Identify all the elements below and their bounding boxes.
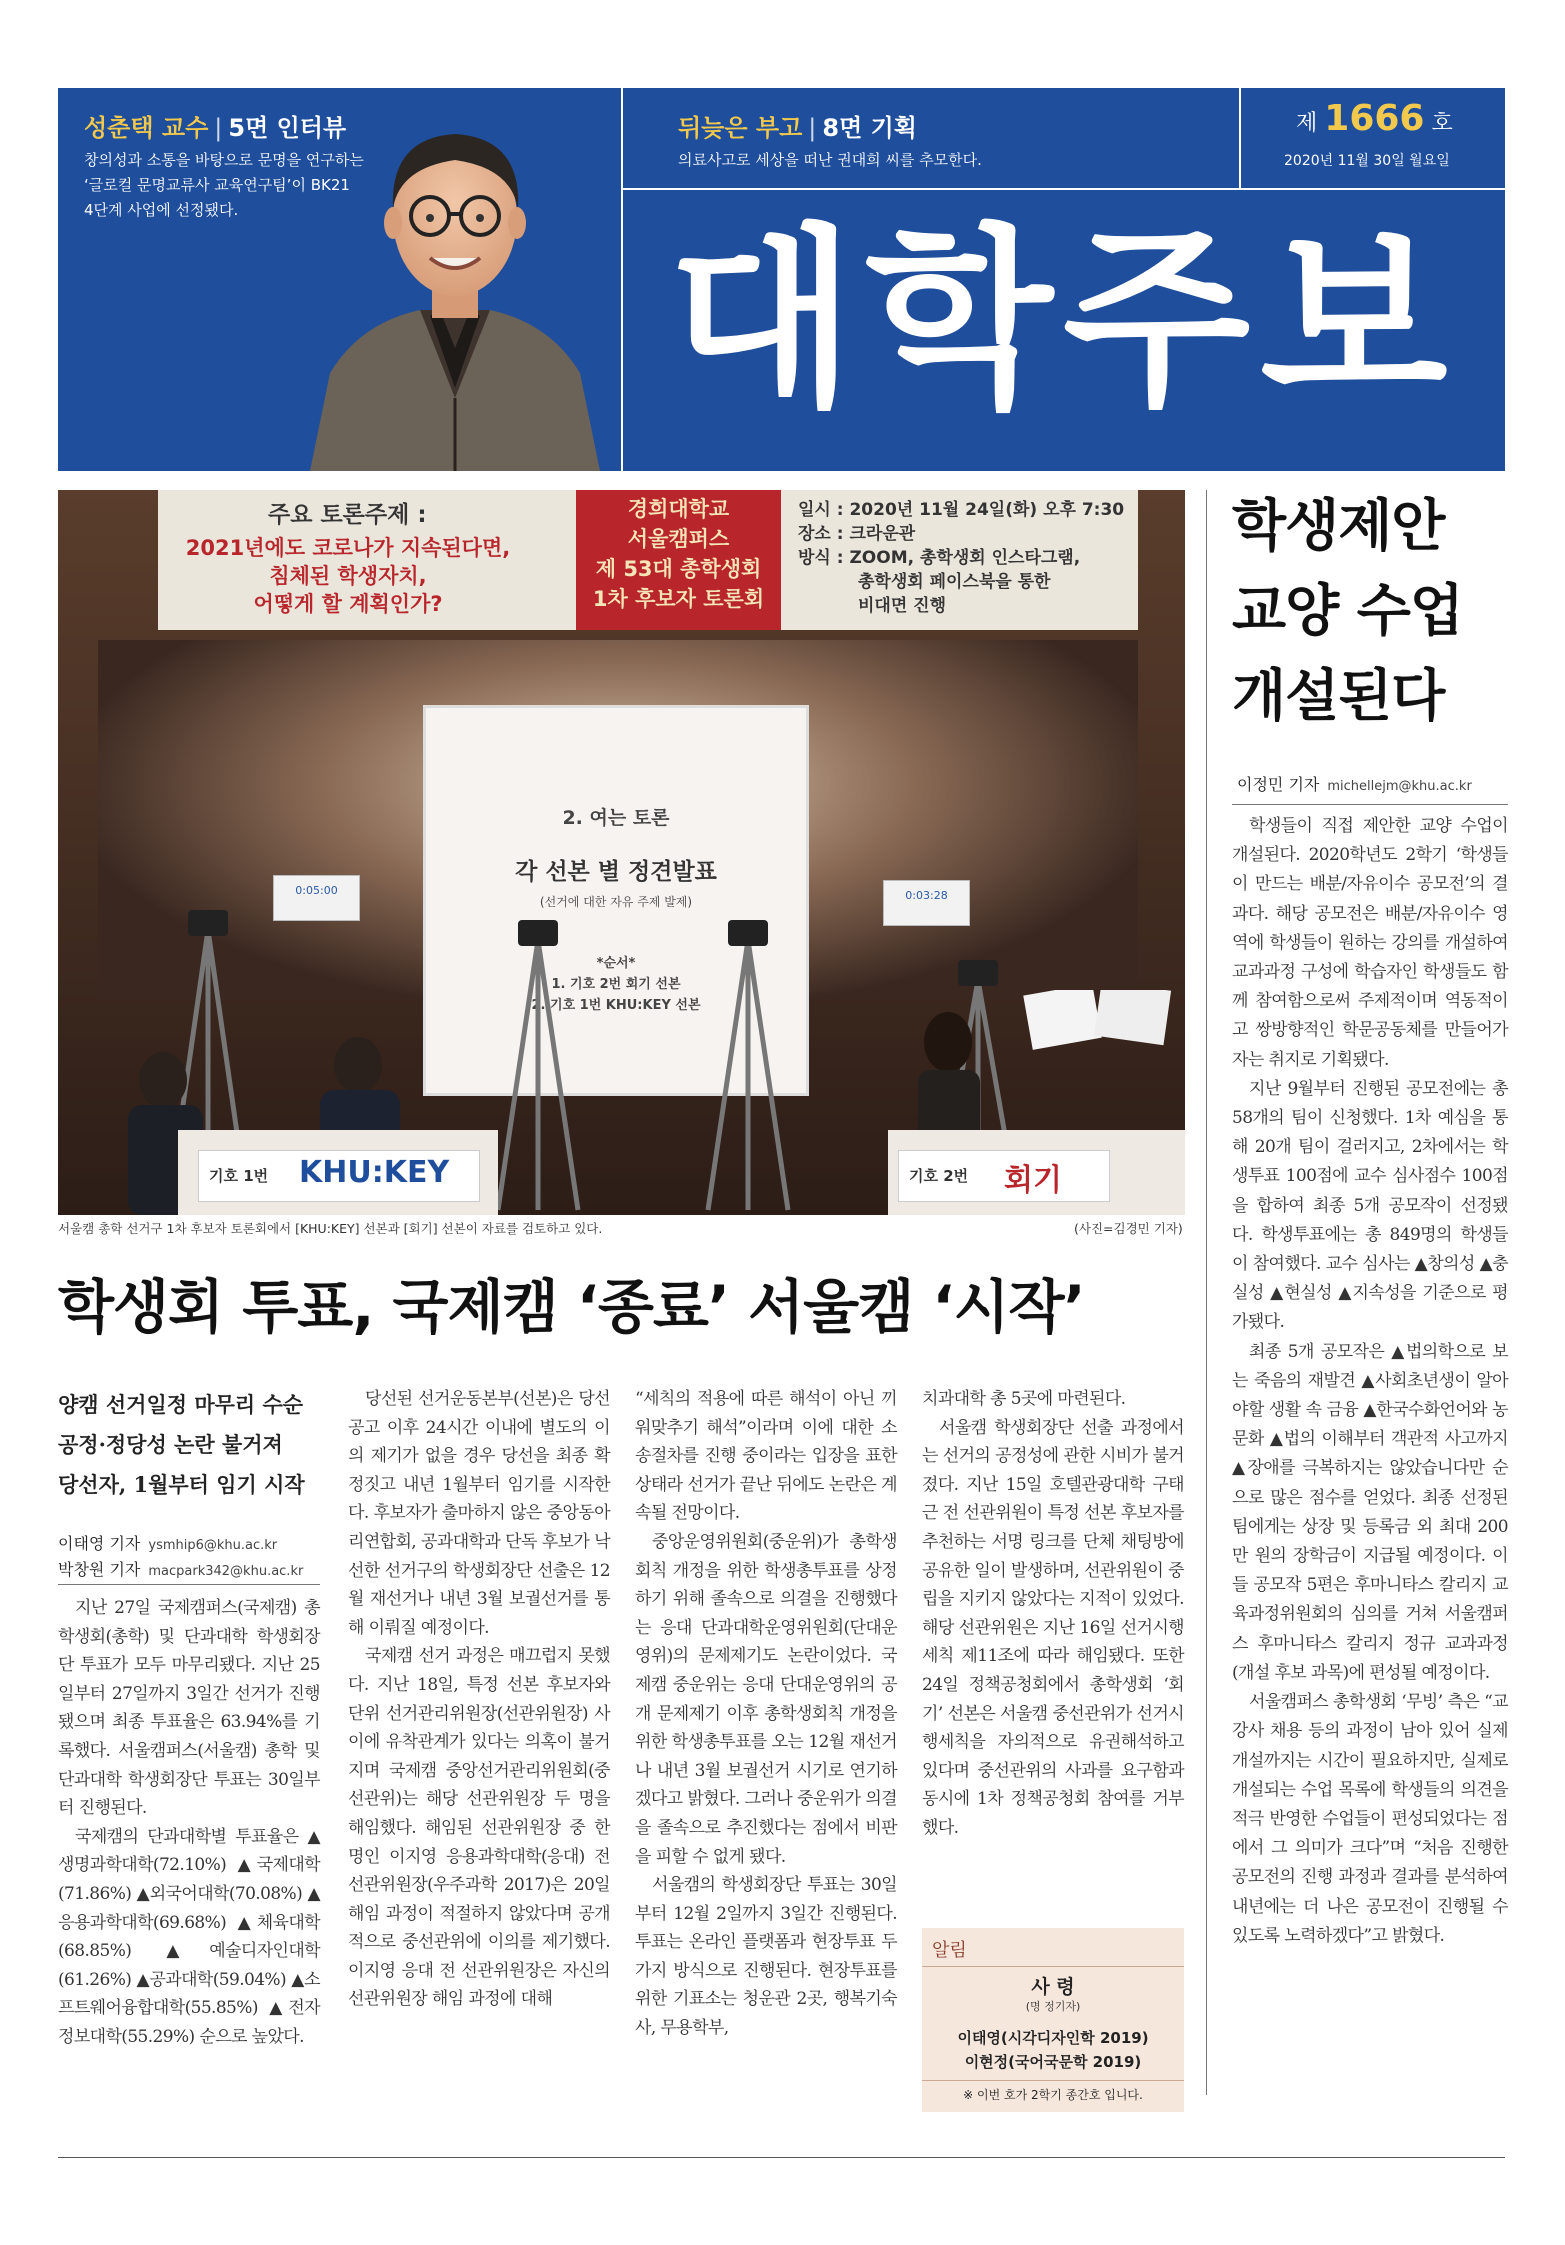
main-photo [58,490,1185,1215]
article-paragraph: 국제캠의 단과대학별 투표율은 ▲생명과학대학(72.10%) ▲국제대학(71.86%) ▲외국어대학(70.08%) ▲응용과학대학(69.68%) ▲체육대학(68.85%) ▲예술디자인대학(61.26%) ▲공과대학(59.04%) ▲소프트웨어융합대학(55.85%) ▲전자정보대학(55.29%) 순으로 높았다. [58,1826,320,2047]
teaser-feature-page: 8면 기획 [822,114,917,142]
issue-prefix: 제 [1296,111,1318,136]
side-headline-line: 교양 수업 [1232,579,1463,644]
banner-topic-label: 주요 토론주제 : [268,502,427,528]
newspaper-logo: 대학주보 [668,207,1458,433]
subhead-line: 양캠 선거일정 마무리 수순 [58,1392,304,1417]
reporter-name: 박창원 기자 [58,1560,141,1579]
article-paragraph: 서울캠의 학생회장단 투표는 30일부터 12월 2일까지 3일간 진행된다. 투표는 온라인 플랫폼과 현장투표 두 가지 방식으로 진행된다. 현장투표를 위한 기표소는 청운관 2곳, 행복기숙사, 무용학부, [635,1875,897,2039]
reporter-email[interactable]: macpark342@khu.ac.kr [148,1564,304,1579]
screen-title: 각 선본 별 정견발표 [515,858,717,885]
article-paragraph: 서울캠 학생회장단 선출 과정에서는 선거의 공정성에 관한 시비가 불거졌다. 지난 15일 호텔관광대학 구태근 전 선관위원이 특정 선본 후보자를 추천하는 서명 링크를 단체 채팅방에 공유한 일이 발생하며, 선관위원이 중립을 지키지 않았다는 지적이 있었다. 해당 선관위원은 지난 16일 선거시행세칙 제11조에 따라 해임됐다. 또한 24일 정책공청회에서 총학생회 ‘회기’ 선본은 서울캠 중선관위가 선거시행세칙을 자의적으로 유권해석하고 있다며 중선관위의 사과를 요구함과 동시에 1차 정책공청회 참여를 거부했다. [922,1417,1184,1838]
main-headline: 학생회 투표, 국제캠 ‘종료’ 서울캠 ‘시작’ [58,1273,1085,1341]
masthead-divider [623,188,1505,190]
notice-label: 알림 [932,1940,967,1961]
notice-rule [922,2080,1184,2081]
banner-event-line: 1차 후보자 토론회 [592,587,765,611]
article-paragraph: “세칙의 적용에 따른 해석이 아닌 끼워맞추기 해석”이라며 이에 대한 소송절차를 진행 중이라는 입장을 표한 상태라 선거가 끝난 뒤에도 논란은 계속될 전망이다. [635,1389,897,1524]
issue-value: 1666 [1324,98,1425,139]
banner-info [798,498,1124,618]
masthead-divider [1239,88,1241,188]
teaser-feature-topic: 뒤늦은 부고 [678,114,803,142]
banner-info-line: 장소 : 크라운관 [798,524,916,544]
article-paragraph: 지난 9월부터 진행된 공모전에는 총 58개의 팀이 신청했다. 1차 예심을 통해 20개 팀이 걸러지고, 2차에서는 학생투표 100점에 교수 심사점수 100점을 합하여 최종 5개 공모작이 선정됐다. 학생투표에는 총 849명의 학생들이 참여했다. 교수 심사는 ▲창의성 ▲충실성 ▲현실성 ▲지속성을 기준으로 평가됐다. [1232,1078,1508,1333]
banner-info-line: 비대면 진행 [858,596,947,616]
article-paragraph: 국제캠 선거 과정은 매끄럽지 못했다. 지난 18일, 특정 선본 후보자와 단위 선거관리위원장(선관위원장) 사이에 유착관계가 있다는 의혹이 불거지며 국제캠 중앙선거관리위원회(중선관위)는 해당 선관위원장 두 명을 해임했다. 해임된 선관위원장 중 한 명인 이지영 응용과학대학(응대) 전 선관위원장(우주과학 2017)은 20일 해임 과정이 적절하지 않았다며 공개적으로 중선관위에 이의를 제기했다. 이지영 응대 전 선관위원장은 자신의 선관위원장 해임 과정에 대해 [348,1646,610,2010]
byline-rule [1232,804,1508,805]
sign-hoegi [898,1150,1110,1202]
reporter-credit [58,1558,303,1584]
timer-left: 0:05:00 [273,875,360,921]
reporter-credit [58,1532,303,1558]
teaser-interview-name: 성춘택 교수 [84,114,209,142]
article-column-2 [348,1385,610,2014]
subhead-line: 당선자, 1월부터 임기 시작 [58,1472,305,1497]
sign-khukey-prefix: 기호 1번 [209,1167,269,1185]
reporter-name: 이정민 기자 [1237,775,1320,794]
teaser-interview-heading: 성춘택 교수 | 5면 인터뷰 [84,114,347,142]
article-paragraph: 최종 5개 공모작은 ▲법의학으로 보는 죽음의 재발견 ▲사회초년생이 알아야할 생활 속 금융 ▲한국수화언어와 농문화 ▲법의 이해부터 객관적 사고까지 ▲장애를 극복하지는 않았습니다만 순으로 많은 점수를 얻었다. 최종 선정된 팀에게는 상장 및 등록금 외 최대 200만 원의 장학금이 지급될 예정이다. 이들 공모작 5편은 후마니타스 칼리지 교육과정위원회의 심의를 거쳐 서울캠퍼스 후마니타스 칼리지 정규 교과과정(개설 후보 과목)에 편성될 예정이다. [1232,1341,1508,1683]
masthead [58,88,1505,471]
screen-order-label: *순서* [596,956,636,971]
notice-name: 이태영(시각디자인학 2019) [957,2029,1149,2047]
side-byline [1237,773,1472,799]
subhead-line: 공정·정당성 논란 불거져 [58,1432,283,1457]
side-headline-line: 개설된다 [1232,664,1445,729]
byline-rule [58,1584,320,1585]
reporter-email[interactable]: michellejm@khu.ac.kr [1327,779,1472,794]
article-paragraph: 당선된 선거운동본부(선본)은 당선 공고 이후 24시간 이내에 별도의 이의 제기가 없을 경우 당선을 최종 확정짓고 내년 1월부터 임기를 시작한다. 후보자가 출마하지 않은 중앙동아리연합회, 공과대학과 단독 후보가 낙선한 선거구의 학생회장단 선출은 12월 재선거나 내년 3월 보궐선거를 통해 이뤄질 예정이다. [348,1389,610,1638]
screen-subtitle: (선거에 대한 자유 주제 발제) [539,895,693,909]
article-paragraph: 지난 27일 국제캠퍼스(국제캠) 총학생회(총학) 및 단과대학 학생회장단 투표가 모두 마무리됐다. 지난 25일부터 27일까지 3일간 선거가 진행됐으며 최종 투표율은 63.94%를 기록했다. 서울캠퍼스(서울캠) 총학 및 단과대학 학생회장단 투표는 30일부터 진행된다. [58,1598,320,1819]
banner-info-line: 방식 : ZOOM, 총학생회 인스타그램, [798,548,1081,568]
side-headline-line: 학생제안 [1232,494,1445,559]
banner-event [576,490,781,630]
notice-title: 사 령 [1031,1976,1075,1998]
masthead-divider [621,88,623,471]
notice-footer: ※ 이번 호가 2학기 종간호 입니다. [963,2088,1143,2102]
teaser-feature-heading: 뒤늦은 부고 | 8면 기획 [678,114,917,142]
banner-event-line: 서울캠퍼스 [627,527,730,551]
banner-info-line: 총학생회 페이스북을 통한 [858,572,1051,592]
column-rule [1206,490,1207,2095]
notice-name: 이현정(국어국문학 2019) [964,2053,1142,2071]
notice-box [922,1928,1184,2112]
main-subheads [58,1385,320,1505]
banner-info-line: 일시 : 2020년 11월 24일(화) 오후 7:30 [798,500,1125,520]
banner-topic [173,534,523,618]
teaser-interview-page: 5면 인터뷰 [228,114,347,142]
article-column-4 [922,1385,1184,1843]
photo-caption: 서울캠 총학 선거구 1차 후보자 토론회에서 [KHU:KEY] 선본과 [회기] 선본이 자료를 검토하고 있다. [58,1221,603,1236]
sign-hoegi-prefix: 기호 2번 [909,1167,969,1185]
timer-right: 0:03:28 [883,880,970,926]
issue-number [1296,98,1453,139]
sign-khukey-name: KHU:KEY [299,1155,450,1190]
screen-order-line: 1. 기호 2번 회기 선본 [551,977,681,992]
teaser-feature-body: 의료사고로 세상을 떠난 권대희 씨를 추모한다. [678,151,982,169]
article-column-1 [58,1594,320,2052]
portrait-photo [290,98,620,471]
issue-date: 2020년 11월 30일 월요일 [1284,153,1450,169]
article-column-3 [635,1385,897,2043]
teaser-interview-line: 4단계 사업에 선정됐다. [84,201,239,219]
side-headline [1232,484,1522,739]
notice-names [922,2026,1184,2074]
banner-event-line: 제 53대 총학생회 [595,557,762,581]
banner-event-line: 경희대학교 [627,497,730,521]
screen-order-line: 2. 기호 1번 KHU:KEY 선본 [531,998,701,1013]
screen-heading: 2. 여는 토론 [562,807,670,829]
teaser-interview-line: ‘글로컬 문명교류사 교육연구팀’이 BK21 [84,176,350,194]
banner-topic-line: 침체된 학생자치, [269,564,427,588]
main-byline [58,1532,303,1584]
teaser-interview-line: 창의성과 소통을 바탕으로 문명을 연구하는 [84,151,364,169]
notice-rule [922,1966,1184,1967]
article-paragraph: 치과대학 총 5곳에 마련된다. [922,1389,1126,1409]
article-paragraph: 학생들이 직접 제안한 교양 수업이 개설된다. 2020학년도 2학기 ‘학생들이 만드는 배분/자유이수 공모전’의 결과다. 해당 공모전은 배분/자유이수 영역에 학생들이 원하는 강의를 개설하여 교과과정 구성에 학습자인 학생들도 함께 참여함으로써 주제적이며 역동적이고 쌍방향적인 학문공동체를 만들어가자는 취지로 기획됐다. [1232,816,1508,1070]
page-bottom-rule [58,2157,1505,2158]
event-banner [158,490,1138,630]
issue-suffix: 호 [1431,111,1453,136]
sign-khukey [198,1150,480,1202]
reporter-email[interactable]: ysmhip6@khu.ac.kr [148,1538,278,1553]
sign-hoegi-name: 회기 [1004,1163,1062,1198]
side-article-body [1232,812,1508,1951]
banner-topic-line: 어떻게 할 계획인가? [253,592,443,616]
photo-credit: (사진=김경민 기자) [1074,1221,1183,1236]
article-paragraph: 서울캠퍼스 총학생회 ‘무빙’ 측은 “교강사 채용 등의 과정이 남아 있어 실제 개설까지는 시간이 필요하지만, 실제로 개설되는 수업 목록에 학생들의 의견을 적극 반영한 수업들이 편성되었다는 점에서 그 의미가 크다”며 “처음 진행한 공모전의 진행 과정과 결과를 분석하여 내년에는 더 나은 공모전이 진행될 수 있도록 노력하겠다”고 밝혔다. [1232,1692,1508,1946]
reporter-name: 이태영 기자 [58,1534,141,1553]
notice-subtitle: (명 정기자) [1025,2000,1081,2013]
banner-topic-line: 2021년에도 코로나가 지속된다면, [185,536,511,560]
article-paragraph: 중앙운영위원회(중운위)가 총학생회칙 개정을 위한 학생총투표를 상정하기 위해 졸속으로 의결을 진행했다는 응대 단과대학운영위원회(단대운영위)의 문제제기도 논란이었다. 국제캠 중운위는 응대 단대운영위의 공개 문제제기 이후 총학생회칙 개정을 위한 학생총투표를 오는 12월 재선거나 내년 3월 보궐선거 시기로 연기하겠다고 밝혔다. 그러나 중운위가 의결을 졸속으로 추진했다는 점에서 비판을 피할 수 없게 됐다. [635,1531,897,1867]
